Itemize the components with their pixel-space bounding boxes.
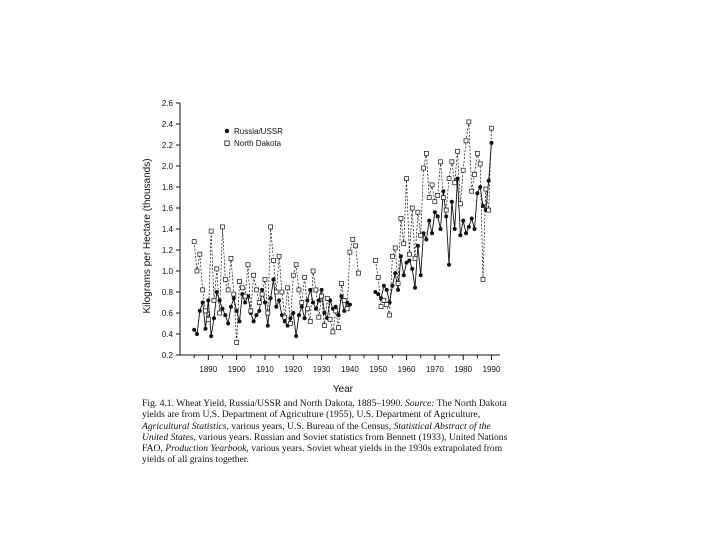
data-point-north-dakota: [226, 288, 230, 292]
data-point-russia: [303, 316, 307, 320]
y-tick-label: 2.2: [161, 141, 173, 150]
data-point-north-dakota: [240, 286, 244, 290]
data-point-north-dakota: [342, 298, 346, 302]
data-point-russia: [441, 189, 445, 193]
data-point-north-dakota: [441, 196, 445, 200]
data-point-russia: [229, 305, 233, 309]
caption-figure-label: Fig. 4.1.: [142, 398, 174, 409]
data-point-russia: [433, 210, 437, 214]
data-point-north-dakota: [271, 259, 275, 263]
data-point-north-dakota: [229, 256, 233, 260]
figure-caption: [142, 398, 514, 466]
data-point-russia: [266, 324, 270, 328]
data-point-russia: [195, 332, 199, 336]
x-tick-label: 1990: [482, 365, 501, 374]
data-point-russia: [220, 307, 224, 311]
y-tick-label: 1.4: [161, 225, 173, 234]
data-point-north-dakota: [388, 313, 392, 317]
data-point-north-dakota: [413, 256, 417, 260]
data-point-north-dakota: [439, 160, 443, 164]
data-point-russia: [487, 179, 491, 183]
legend-marker-north-dakota: [225, 141, 229, 145]
data-point-russia: [320, 288, 324, 292]
data-point-russia: [453, 227, 457, 231]
data-point-north-dakota: [263, 277, 267, 281]
data-point-russia: [382, 284, 386, 288]
data-point-north-dakota: [246, 263, 250, 267]
x-tick-label: 1930: [312, 365, 331, 374]
data-point-north-dakota: [235, 340, 239, 344]
data-point-north-dakota: [461, 168, 465, 172]
data-point-russia: [473, 227, 477, 231]
data-point-north-dakota: [195, 269, 199, 273]
data-point-north-dakota: [456, 149, 460, 153]
data-point-north-dakota: [311, 269, 315, 273]
data-point-russia: [339, 294, 343, 298]
data-point-north-dakota: [283, 315, 287, 319]
data-point-north-dakota: [467, 120, 471, 124]
data-point-russia: [481, 204, 485, 208]
data-point-russia: [419, 273, 423, 277]
data-point-north-dakota: [317, 315, 321, 319]
y-tick-label: 2.0: [161, 162, 173, 171]
y-axis-title: Kilograms per Hectare (thousands): [142, 158, 153, 314]
x-tick-label: 1910: [256, 365, 274, 374]
data-point-north-dakota: [430, 183, 434, 187]
data-point-north-dakota: [206, 317, 210, 321]
data-point-north-dakota: [436, 193, 440, 197]
data-point-russia: [464, 231, 468, 235]
data-point-north-dakota: [337, 326, 341, 330]
data-point-russia: [300, 305, 304, 309]
x-tick-label: 1960: [397, 365, 416, 374]
data-point-north-dakota: [356, 271, 360, 275]
data-point-north-dakota: [237, 280, 241, 284]
caption-text-4: various years. Soviet wheat yields in the 1930s extrapolated from yields of all grains together.: [142, 443, 503, 466]
data-point-north-dakota: [396, 282, 400, 286]
data-point-north-dakota: [305, 307, 309, 311]
data-point-north-dakota: [447, 177, 451, 181]
data-point-russia: [424, 238, 428, 242]
data-point-russia: [305, 298, 309, 302]
data-point-north-dakota: [252, 273, 256, 277]
data-point-russia: [393, 271, 397, 275]
data-point-north-dakota: [484, 187, 488, 191]
data-point-north-dakota: [288, 322, 292, 326]
data-point-russia: [192, 328, 196, 332]
y-tick-label: 1.0: [161, 267, 173, 276]
data-point-north-dakota: [308, 319, 312, 323]
x-tick-label: 1890: [199, 365, 218, 374]
y-tick-label: 0.6: [161, 309, 173, 318]
data-point-russia: [291, 311, 295, 315]
data-point-russia: [237, 319, 241, 323]
legend-label-north-dakota: North Dakota: [234, 139, 282, 148]
series-line-north-dakota: [194, 227, 358, 343]
caption-italic-2: Statistical Abstract of the United States,: [142, 420, 491, 443]
data-point-russia: [212, 316, 216, 320]
data-point-north-dakota: [218, 311, 222, 315]
data-point-russia: [427, 219, 431, 223]
data-point-north-dakota: [297, 288, 301, 292]
data-point-russia: [439, 227, 443, 231]
data-point-north-dakota: [393, 246, 397, 250]
x-tick-label: 1980: [454, 365, 473, 374]
data-point-russia: [206, 298, 210, 302]
data-point-north-dakota: [351, 238, 355, 242]
data-point-north-dakota: [331, 330, 335, 334]
data-point-north-dakota: [280, 290, 284, 294]
data-point-north-dakota: [232, 292, 236, 296]
data-point-russia: [209, 334, 213, 338]
data-point-north-dakota: [390, 254, 394, 258]
data-point-russia: [416, 244, 420, 248]
y-tick-label: 1.6: [161, 204, 173, 213]
data-point-north-dakota: [203, 309, 207, 313]
y-tick-label: 2.6: [161, 99, 173, 108]
data-point-north-dakota: [220, 225, 224, 229]
x-tick-label: 1970: [425, 365, 444, 374]
data-point-north-dakota: [201, 288, 205, 292]
data-point-north-dakota: [458, 202, 462, 206]
data-point-north-dakota: [416, 210, 420, 214]
data-point-russia: [271, 277, 275, 281]
data-point-north-dakota: [286, 286, 290, 290]
data-point-russia: [413, 286, 417, 290]
data-point-north-dakota: [470, 189, 474, 193]
data-point-north-dakota: [453, 181, 457, 185]
data-point-russia: [226, 322, 230, 326]
data-point-north-dakota: [376, 275, 380, 279]
data-point-north-dakota: [303, 275, 307, 279]
data-point-russia: [348, 303, 352, 307]
data-point-north-dakota: [405, 177, 409, 181]
data-point-russia: [470, 217, 474, 221]
data-point-north-dakota: [478, 162, 482, 166]
data-point-russia: [475, 191, 479, 195]
data-point-north-dakota: [487, 208, 491, 212]
data-point-north-dakota: [379, 305, 383, 309]
data-point-north-dakota: [269, 225, 273, 229]
data-point-russia: [203, 327, 207, 331]
data-point-north-dakota: [223, 277, 227, 281]
data-point-north-dakota: [257, 301, 261, 305]
data-point-russia: [447, 263, 451, 267]
series-line-russia: [375, 143, 491, 303]
data-point-russia: [337, 313, 341, 317]
data-point-russia: [490, 141, 494, 145]
data-point-russia: [478, 185, 482, 189]
data-point-russia: [198, 309, 202, 313]
caption-text-2: various years, U.S. Bureau of the Census,: [231, 420, 392, 432]
data-point-russia: [385, 288, 389, 292]
data-point-north-dakota: [464, 139, 468, 143]
data-point-russia: [396, 288, 400, 292]
data-point-russia: [402, 273, 406, 277]
data-point-russia: [458, 233, 462, 237]
data-point-russia: [252, 319, 256, 323]
data-point-north-dakota: [407, 252, 411, 256]
caption-italic-3: Production Yearbook,: [165, 443, 249, 455]
data-point-russia: [334, 305, 338, 309]
data-point-north-dakota: [419, 233, 423, 237]
data-point-north-dakota: [410, 206, 414, 210]
data-point-russia: [263, 301, 267, 305]
data-point-north-dakota: [373, 259, 377, 263]
data-point-russia: [450, 200, 454, 204]
data-point-russia: [274, 305, 278, 309]
x-tick-label: 1900: [227, 365, 246, 374]
data-point-north-dakota: [490, 126, 494, 130]
data-point-north-dakota: [322, 324, 326, 328]
data-point-north-dakota: [300, 301, 304, 305]
caption-text-3: various years. Russian and Soviet statistics from Bennett (1933), United Nations FAO,: [142, 431, 508, 455]
data-point-russia: [283, 319, 287, 323]
data-point-north-dakota: [215, 267, 219, 271]
data-point-north-dakota: [294, 263, 298, 267]
caption-source-label: Source:: [405, 398, 435, 409]
legend-marker-russia: [225, 129, 229, 133]
caption-title: Wheat Yield, Russia/USSR and North Dakota, 1885–1990.: [176, 398, 403, 409]
data-point-north-dakota: [385, 303, 389, 307]
data-point-russia: [297, 313, 301, 317]
data-point-russia: [223, 313, 227, 317]
data-point-north-dakota: [424, 151, 428, 155]
caption-italic-1: Agricultural Statistics,: [142, 420, 229, 432]
data-point-north-dakota: [444, 208, 448, 212]
data-point-russia: [410, 267, 414, 271]
data-point-russia: [243, 301, 247, 305]
legend-label-russia: Russia/USSR: [234, 127, 283, 136]
data-point-north-dakota: [328, 317, 332, 321]
x-tick-label: 1940: [341, 365, 359, 374]
data-point-russia: [254, 313, 258, 317]
y-tick-label: 2.4: [161, 120, 173, 129]
y-tick-label: 1.8: [161, 183, 173, 192]
data-point-north-dakota: [427, 196, 431, 200]
data-point-north-dakota: [348, 250, 352, 254]
data-point-north-dakota: [345, 307, 349, 311]
x-tick-label: 1950: [369, 365, 388, 374]
series-layer: [192, 120, 493, 345]
data-point-north-dakota: [481, 277, 485, 281]
data-point-russia: [277, 298, 281, 302]
data-point-north-dakota: [314, 288, 318, 292]
data-point-north-dakota: [334, 309, 338, 313]
data-point-north-dakota: [475, 151, 479, 155]
data-point-north-dakota: [212, 298, 216, 302]
data-point-north-dakota: [402, 242, 406, 246]
data-point-north-dakota: [192, 240, 196, 244]
legend: [225, 127, 283, 148]
data-point-russia: [436, 214, 440, 218]
data-point-north-dakota: [274, 290, 278, 294]
caption-text-1: The North Dakota yields are from U.S. Department of Agriculture (1955), U.S. Department of Agriculture,: [142, 398, 507, 421]
data-point-north-dakota: [399, 217, 403, 221]
data-point-russia: [444, 214, 448, 218]
data-point-russia: [407, 259, 411, 263]
data-point-north-dakota: [339, 282, 343, 286]
data-point-north-dakota: [277, 254, 281, 258]
data-point-north-dakota: [249, 309, 253, 313]
data-point-north-dakota: [422, 166, 426, 170]
data-point-north-dakota: [382, 298, 386, 302]
data-point-russia: [314, 307, 318, 311]
data-point-north-dakota: [325, 296, 329, 300]
y-tick-label: 0.2: [161, 351, 173, 360]
data-point-north-dakota: [254, 288, 258, 292]
data-point-russia: [430, 231, 434, 235]
data-point-north-dakota: [354, 244, 358, 248]
data-point-north-dakota: [266, 311, 270, 315]
data-point-russia: [467, 225, 471, 229]
data-point-north-dakota: [320, 294, 324, 298]
data-point-north-dakota: [291, 273, 295, 277]
x-tick-label: 1920: [284, 365, 303, 374]
data-point-north-dakota: [433, 200, 437, 204]
y-tick-label: 0.4: [161, 330, 173, 339]
y-tick-label: 1.2: [161, 246, 173, 255]
y-tick-label: 0.8: [161, 288, 173, 297]
data-point-russia: [461, 219, 465, 223]
data-point-north-dakota: [209, 229, 213, 233]
data-point-russia: [294, 334, 298, 338]
data-point-north-dakota: [243, 294, 247, 298]
x-axis-title: Year: [332, 384, 354, 395]
data-point-russia: [257, 309, 261, 313]
data-point-north-dakota: [450, 160, 454, 164]
data-point-north-dakota: [473, 172, 477, 176]
data-point-north-dakota: [260, 292, 264, 296]
data-point-russia: [269, 296, 273, 300]
data-point-north-dakota: [198, 252, 202, 256]
